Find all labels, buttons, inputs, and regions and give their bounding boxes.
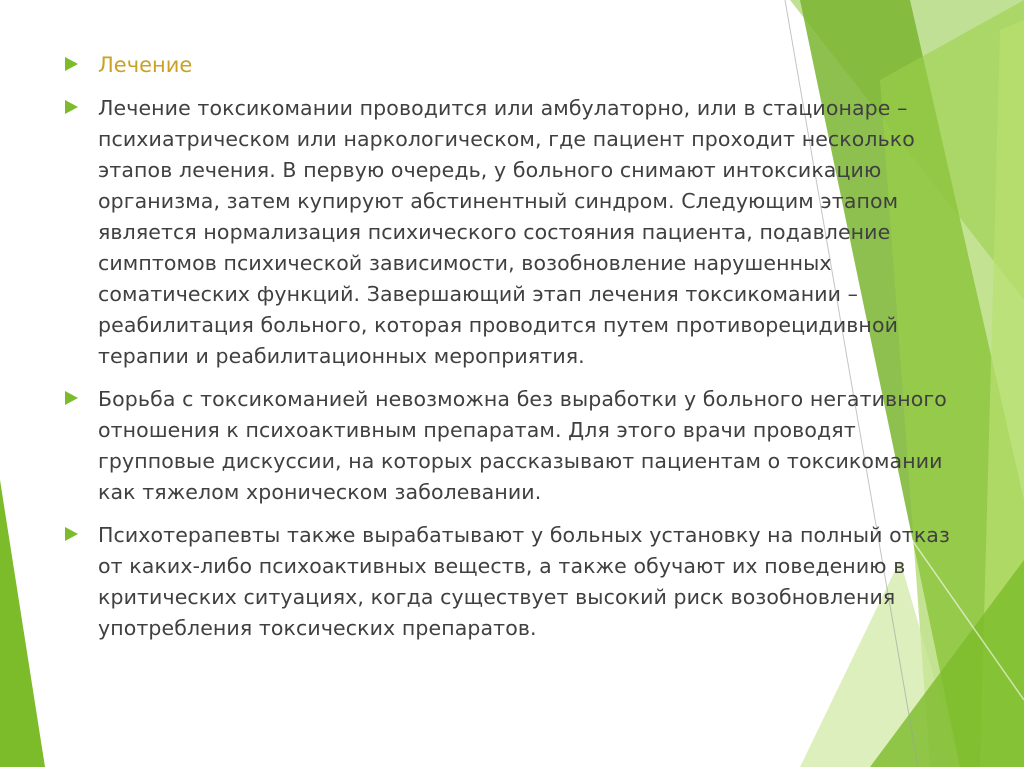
heading-bullet [62,50,962,81]
slide-heading: Лечение [98,53,193,77]
bullet-text: Психотерапевты также вырабатывают у больных установку на полный отказ от каких-либо психоактивных веществ, а также обучают их поведению в критических ситуациях, когда существует высокий риск возобновления употребления токсических препаратов. [98,523,950,640]
list-item [62,93,962,372]
list-item [62,520,962,644]
green-shape-bottom-left [0,480,45,767]
slide-content [62,50,962,656]
triangle-bullet-icon [62,389,80,407]
triangle-bullet-icon [62,98,80,116]
bullet-text: Лечение токсикомании проводится или амбулаторно, или в стационаре – психиатрическом или наркологическом, где пациент проходит несколько этапов лечения. В первую очередь, у больного снимают интоксикацию организма, затем купируют абстинентный синдром. Следующим этапом является нормализация психического состояния пациента, подавление симптомов психической зависимости, возобновление нарушенных соматических функций. Завершающий этап лечения токсикомании – реабилитация больного, которая проводится путем противорецидивной терапии и реабилитационных мероприятия. [98,96,915,368]
list-item [62,384,962,508]
bullet-text: Борьба с токсикоманией невозможна без выработки у больного негативного отношения к психоактивным препаратам. Для этого врачи проводят групповые дискуссии, на которых рассказывают пациентам о токсикомании как тяжелом хроническом заболевании. [98,387,947,504]
triangle-bullet-icon [62,525,80,543]
triangle-bullet-icon [62,55,80,73]
